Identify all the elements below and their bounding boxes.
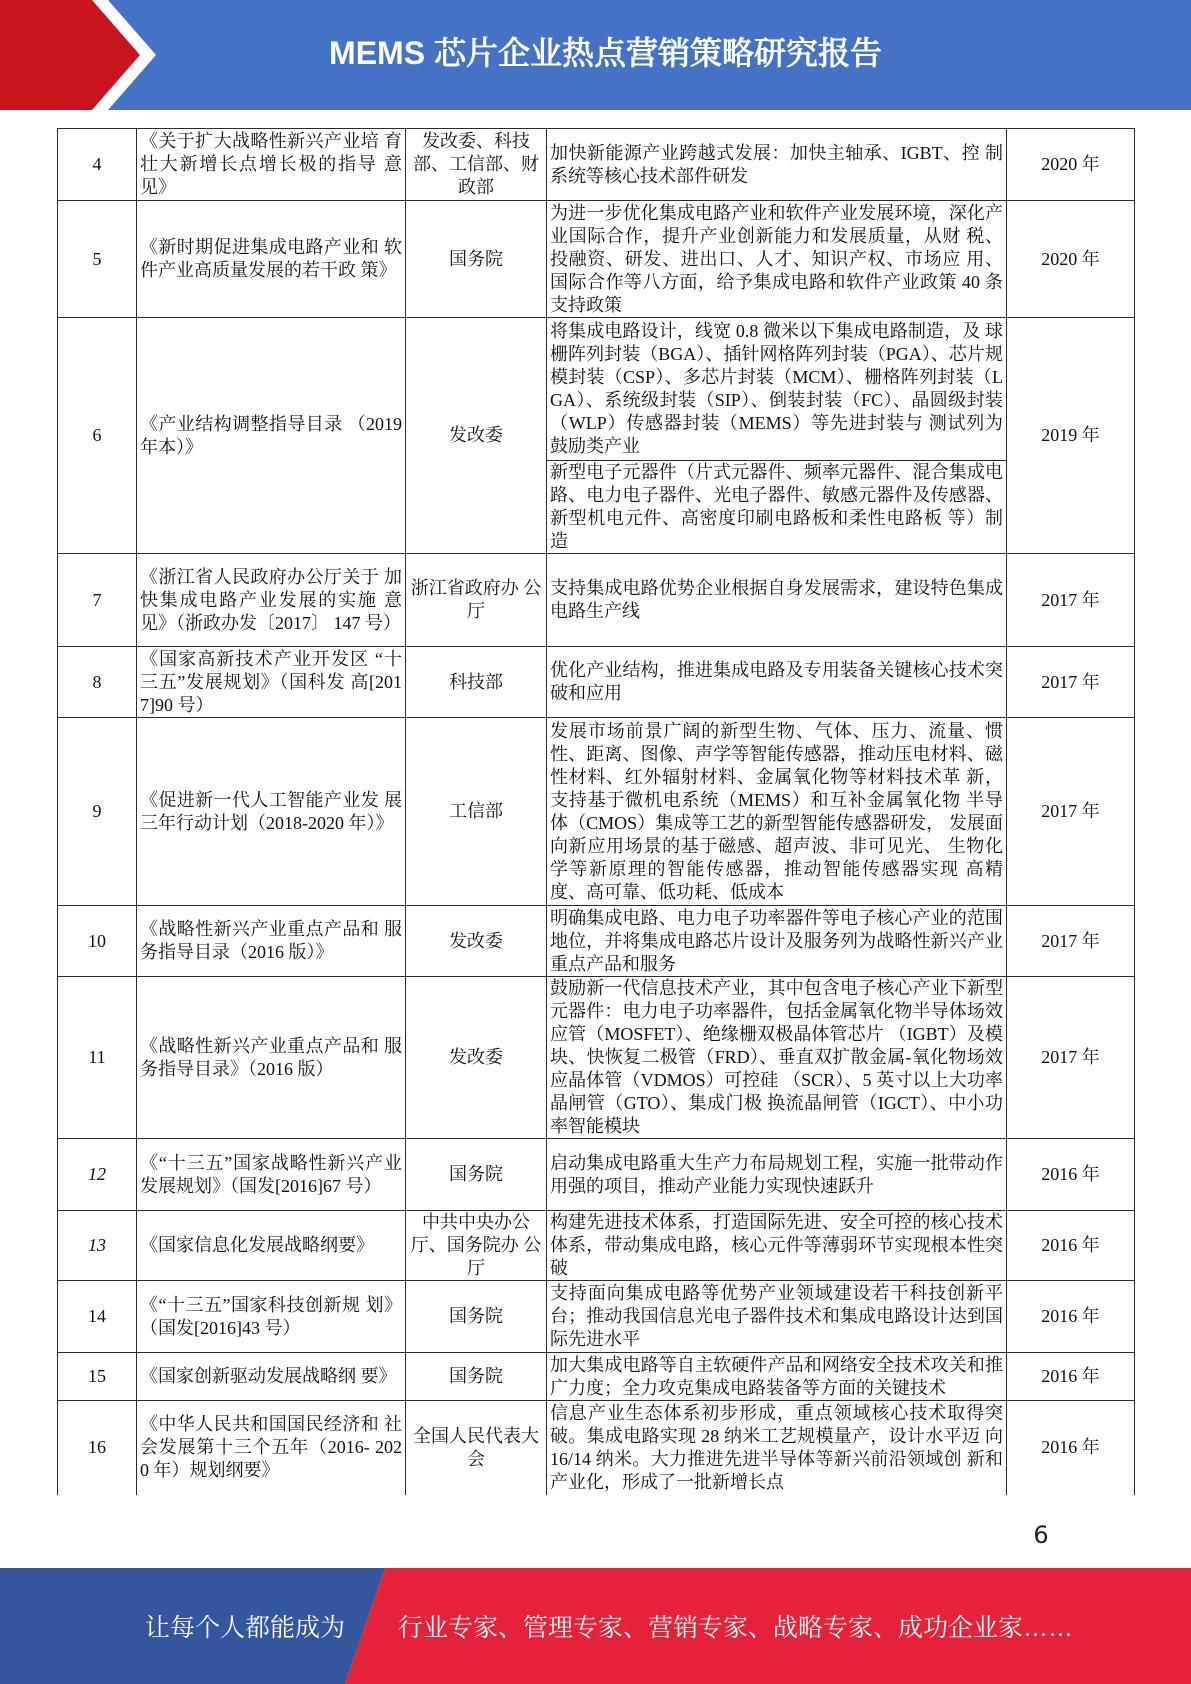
report-title: MEMS 芯片企业热点营销策略研究报告 [329,35,882,71]
issue-year: 2017 年 [1007,718,1135,906]
policy-name: 《战略性新兴产业重点产品和 服务指导目录（2016 版）》 [137,906,406,977]
policy-content: 为进一步优化集成电路产业和软件产业发展环境，深化产业国际合作，提升产业创新能力和发展质量，从财 税、投融资、研发、进出口、人才、知识产权、市场应 用、国际合作等八方面，给予集成电路和软件产业政策 40 条支持政策 [547,201,1007,318]
issuing-department: 科技部 [406,647,547,718]
policy-content: 优化产业结构，推进集成电路及专用装备关键核心技术突破和应用 [547,647,1007,718]
issuing-department: 发改委 [406,318,547,554]
policy-row [58,129,1135,201]
policy-row [58,718,1135,906]
issue-year: 2016 年 [1007,1281,1135,1353]
issue-year: 2016 年 [1007,1139,1135,1211]
issuing-department: 国务院 [406,201,547,318]
policy-row [58,1139,1135,1211]
policy-content: 新型电子元器件（片式元器件、频率元器件、混合集成电路、电力电子器件、光电子器件、敏感元器件及传感器、新型机电元件、高密度印刷电路板和柔性电路板 等）制造 [547,461,1007,554]
footer-slogan-lead: 让每个人都能成为 [145,1614,346,1642]
row-number: 13 [58,1211,137,1281]
policy-content: 信息产业生态体系初步形成，重点领域核心技术取得突破。集成电路实现 28 纳米工艺规模量产，设计水平迈 向 16/14 纳米。大力推进先进半导体等新兴前沿领域创 新和产业化，形成了一批新增长点 [547,1401,1007,1495]
policy-content: 加大集成电路等自主软硬件产品和网络安全技术攻关和推广力度；全力攻克集成电路装备等方面的关键技术 [547,1353,1007,1401]
issue-year: 2017 年 [1007,554,1135,647]
policy-name: 《国家信息化发展战略纲要》 [137,1211,406,1281]
policy-name: 《促进新一代人工智能产业发 展三年行动计划（2018-2020 年）》 [137,718,406,906]
policy-content: 发展市场前景广阔的新型生物、气体、压力、流量、惯性、距离、图像、声学等智能传感器，推动压电材料、磁性材料、红外辐射材料、金属氧化物等材料技术革 新，支持基于微机电系统（MEMS）和互补金属氧化物 半导体（CMOS）集成等工艺的新型智能传感器研发， 发展面向新应用场景的基于磁感、超声波、非可见光、 生物化学等新原理的智能传感器，推动智能传感器实现 高精度、高可靠、低功耗、低成本 [547,718,1007,906]
issuing-department: 工信部 [406,718,547,906]
policy-name: 《国家创新驱动发展战略纲 要》 [137,1353,406,1401]
issuing-department: 国务院 [406,1353,547,1401]
issuing-department: 国务院 [406,1281,547,1353]
row-number: 6 [58,318,137,554]
row-number: 15 [58,1353,137,1401]
policy-name: 《产业结构调整指导目录 （2019 年本）》 [137,318,406,554]
policy-name: 《新时期促进集成电路产业和 软件产业高质量发展的若干政 策》 [137,201,406,318]
page-number: 6 [1033,1521,1049,1549]
policy-row [58,977,1135,1139]
issue-year: 2020 年 [1007,201,1135,318]
issue-year: 2017 年 [1007,647,1135,718]
policy-row [58,1281,1135,1353]
policy-row [58,201,1135,318]
policy-name: 《战略性新兴产业重点产品和 服务指导目录》（2016 版） [137,977,406,1139]
policy-name: 《浙江省人民政府办公厅关于 加快集成电路产业发展的实施 意见》（浙政办发〔2017〕 147 号） [137,554,406,647]
issuing-department: 中共中央办公厅、国务院办 公厅 [406,1211,547,1281]
issue-year: 2017 年 [1007,906,1135,977]
policy-content: 加快新能源产业跨越式发展：加快主轴承、IGBT、控 制系统等核心技术部件研发 [547,129,1007,201]
issue-year: 2016 年 [1007,1401,1135,1495]
row-number: 16 [58,1401,137,1495]
policy-content: 构建先进技术体系，打造国际先进、安全可控的核心技术体系，带动集成电路，核心元件等薄弱环节实现根本性突破 [547,1211,1007,1281]
row-number: 11 [58,977,137,1139]
policy-name: 《“十三五”国家战略性新兴产业发展规划》（国发[2016]67 号） [137,1139,406,1211]
issuing-department: 发改委、科技部、工信部、财政部 [406,129,547,201]
row-number: 4 [58,129,137,201]
report-header [0,0,1191,110]
policy-content: 明确集成电路、电力电子功率器件等电子核心产业的范围地位，并将集成电路芯片设计及服务列为战略性新兴产业重点产品和服务 [547,906,1007,977]
policy-name: 《国家高新技术产业开发区 “十三五”发展规划》（国科发 高[2017]90 号） [137,647,406,718]
issue-year: 2020 年 [1007,129,1135,201]
row-number: 8 [58,647,137,718]
row-number: 9 [58,718,137,906]
issue-year: 2016 年 [1007,1211,1135,1281]
issuing-department: 发改委 [406,977,547,1139]
policy-row [58,554,1135,647]
footer-slogan-roles: 行业专家、管理专家、营销专家、战略专家、成功企业家…… [398,1614,1074,1642]
report-footer [0,1568,1191,1684]
row-number: 7 [58,554,137,647]
row-number: 10 [58,906,137,977]
issuing-department: 国务院 [406,1139,547,1211]
policy-row [58,1353,1135,1401]
issue-year: 2017 年 [1007,977,1135,1139]
issuing-department: 全国人民代表大会 [406,1401,547,1495]
issuing-department: 发改委 [406,906,547,977]
policy-row [58,647,1135,718]
policy-table [57,128,1135,1495]
policy-row [58,1401,1135,1495]
policy-content: 支持面向集成电路等优势产业领域建设若干科技创新平台；推动我国信息光电子器件技术和集成电路设计达到国际先进水平 [547,1281,1007,1353]
policy-name: 《中华人民共和国国民经济和 社会发展第十三个五年（2016- 2020 年）规划纲要》 [137,1401,406,1495]
policy-content: 鼓励新一代信息技术产业，其中包含电子核心产业下新型元器件：电力电子功率器件，包括金属氧化物半导体场效应管（MOSFET）、绝缘栅双极晶体管芯片 （IGBT）及模块、快恢复二极管（FRD）、垂直双扩散金属-氧化物场效应晶体管（VDMOS）可控硅 （SCR）、5 英寸以上大功率晶闸管（GTO）、集成门极 换流晶闸管（IGCT）、中小功率智能模块 [547,977,1007,1139]
policy-name: 《“十三五”国家科技创新规 划》（国发[2016]43 号） [137,1281,406,1353]
row-number: 5 [58,201,137,318]
policy-row [58,1211,1135,1281]
policy-row [58,906,1135,977]
issue-year: 2019 年 [1007,318,1135,554]
row-number: 14 [58,1281,137,1353]
issue-year: 2016 年 [1007,1353,1135,1401]
issuing-department: 浙江省政府办 公厅 [406,554,547,647]
policy-row [58,318,1135,461]
policy-content: 启动集成电路重大生产力布局规划工程，实施一批带动作用强的项目，推动产业能力实现快速跃升 [547,1139,1007,1211]
policy-content: 将集成电路设计，线宽 0.8 微米以下集成电路制造，及 球栅阵列封装（BGA）、插针网格阵列封装（PGA）、芯片规模封装（CSP）、多芯片封装（MCM）、栅格阵列封装（LGA）、系统级封装（SIP）、倒装封装（FC）、晶圆级封装（WLP）传感器封装（MEMS）等先进封装与 测试列为鼓励类产业 [547,318,1007,461]
policy-name: 《关于扩大战略性新兴产业培 育壮大新增长点增长极的指导 意见》 [137,129,406,201]
row-number: 12 [58,1139,137,1211]
policy-content: 支持集成电路优势企业根据自身发展需求，建设特色集成电路生产线 [547,554,1007,647]
